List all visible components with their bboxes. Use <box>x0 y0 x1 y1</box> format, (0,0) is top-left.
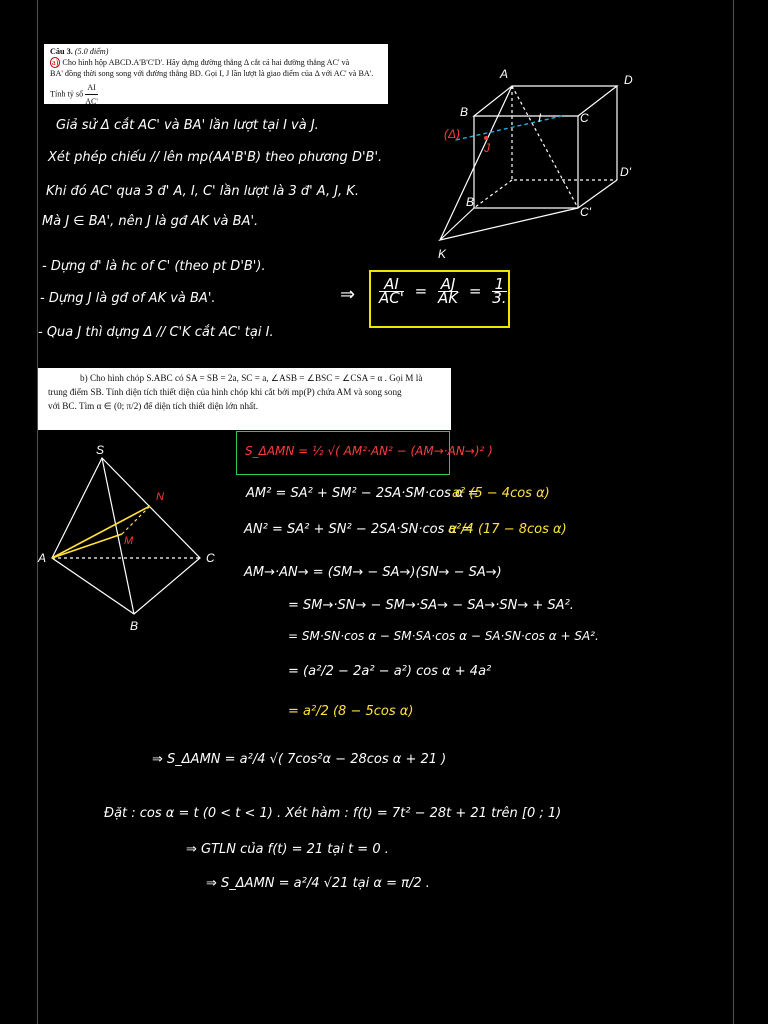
vertex-b1-label: B <box>466 195 475 209</box>
vertex-c1-label: C' <box>580 205 591 219</box>
am-squared-result: a² (5 − 4cos α) <box>452 486 550 501</box>
an-squared-result: a²/4 (17 − 8cos α) <box>448 522 567 537</box>
solution-a-line5: - Dựng đ' là hc of C' (theo pt D'B'). <box>42 259 266 274</box>
am-squared: AM² = SA² + SM² − 2SA·SM·cos α = <box>246 486 479 501</box>
vertex-c2-label: C <box>206 551 215 565</box>
point-j-label: J <box>484 141 490 155</box>
problem-a-line3: Tính tỷ số <box>50 89 84 99</box>
problem-b-line2: trung điểm SB. Tính diện tích thiết diện của hình chóp khi cắt bởi mp(P) chứa AM và song song <box>48 387 402 397</box>
final-answer: ⇒ S_ΔAMN = a²/4 √21 tại α = π/2 . <box>206 876 430 891</box>
solution-a-line4: Mà J ∈ BA', nên J là gđ AK và BA'. <box>42 214 259 229</box>
problem-a-line2: BA' đồng thời song song với đường thẳng BD. Gọi I, J lần lượt là giao điểm của Δ với AC' và BA'. <box>50 69 374 78</box>
ratio-denominator: AC' <box>85 97 98 106</box>
question-points: (5.0 điểm) <box>74 47 109 56</box>
solution-a-line3: Khi đó AC' qua 3 đ' A, I, C' lần lượt là 3 đ' A, J, K. <box>46 184 359 199</box>
ratio-numerator: AI <box>85 81 98 95</box>
solution-a-line6: - Dựng J là gđ of AK và BA'. <box>40 291 216 306</box>
solution-a-line2: Xét phép chiếu // lên mp(AA'B'B) theo phương D'B'. <box>48 150 383 165</box>
point-i-label: I <box>538 111 542 125</box>
problem-b-line3a: với BC. Tìm α ∈ <box>48 401 112 411</box>
area-result: ⇒ S_ΔAMN = a²/4 √( 7cos²α − 28cos α + 21 ) <box>152 752 447 767</box>
area-formula-box <box>236 431 493 475</box>
vertex-d1-label: D' <box>620 165 631 179</box>
dot-product: AM→·AN→ = (SM→ − SA→)(SN→ − SA→) <box>244 565 502 580</box>
vertex-b2-label: B <box>130 619 139 633</box>
question-heading: Câu 3. <box>50 47 73 56</box>
vertex-d-label: D <box>624 73 633 87</box>
vertex-a-label: A <box>500 67 509 81</box>
problem-b-interval: (0; π/2) <box>114 401 142 411</box>
point-m-label: M <box>124 535 134 547</box>
vertex-c-label: C <box>580 111 589 125</box>
dot-product-step4: = (a²/2 − 2a² − a²) cos α + 4a² <box>288 664 492 679</box>
substitution: Đặt : cos α = t (0 < t < 1) . Xét hàm : f(t) = 7t² − 28t + 21 trên [0 ; 1) <box>104 806 562 821</box>
solution-a-line7: - Qua J thì dựng Δ // C'K cắt AC' tại I. <box>38 325 274 340</box>
apex-s-label: S <box>96 443 105 457</box>
area-formula: S_ΔAMN = ½ √( AM²·AN² − (AM→·AN→)² ) <box>245 444 493 458</box>
problem-b-line3b: để diện tích thiết diện lớn nhất. <box>143 401 258 411</box>
result-ratio-left: $\frac{AI}{AC'}$ = $\frac{AJ}{AK}$ = $\frac{1}{3.}$ <box>379 275 507 307</box>
point-n-label: N <box>156 491 164 503</box>
vertex-b-label: B <box>460 105 469 119</box>
vertex-a2-label: A <box>38 551 47 565</box>
implies-arrow: ⇒ <box>340 284 356 305</box>
an-squared: AN² = SA² + SN² − 2SA·SN·cos α = <box>244 522 473 537</box>
vertex-k-label: K <box>438 247 447 261</box>
delta-label: (Δ) <box>444 127 461 141</box>
dot-product-step3: = SM·SN·cos α − SM·SA·cos α − SA·SN·cos α + SA². <box>288 629 599 643</box>
part-a-marker: a) <box>52 58 59 67</box>
problem-a-line1: Cho hình hộp ABCD.A'B'C'D'. Hãy dựng đường thẳng Δ cắt cả hai đường thẳng AC' và <box>62 58 350 67</box>
dot-product-result: = a²/2 (8 − 5cos α) <box>288 704 414 719</box>
dot-product-step2: = SM→·SN→ − SM→·SA→ − SA→·SN→ + SA². <box>288 598 574 613</box>
problem-b-line1: b) Cho hình chóp S.ABC có SA = SB = 2a, SC = a, ∠ASB = ∠BSC = ∠CSA = α . Gọi M là <box>80 373 423 383</box>
maximum: ⇒ GTLN của f(t) = 21 tại t = 0 . <box>186 842 389 857</box>
solution-a-line1: Giả sử Δ cắt AC' và BA' lần lượt tại I và J. <box>56 118 319 133</box>
